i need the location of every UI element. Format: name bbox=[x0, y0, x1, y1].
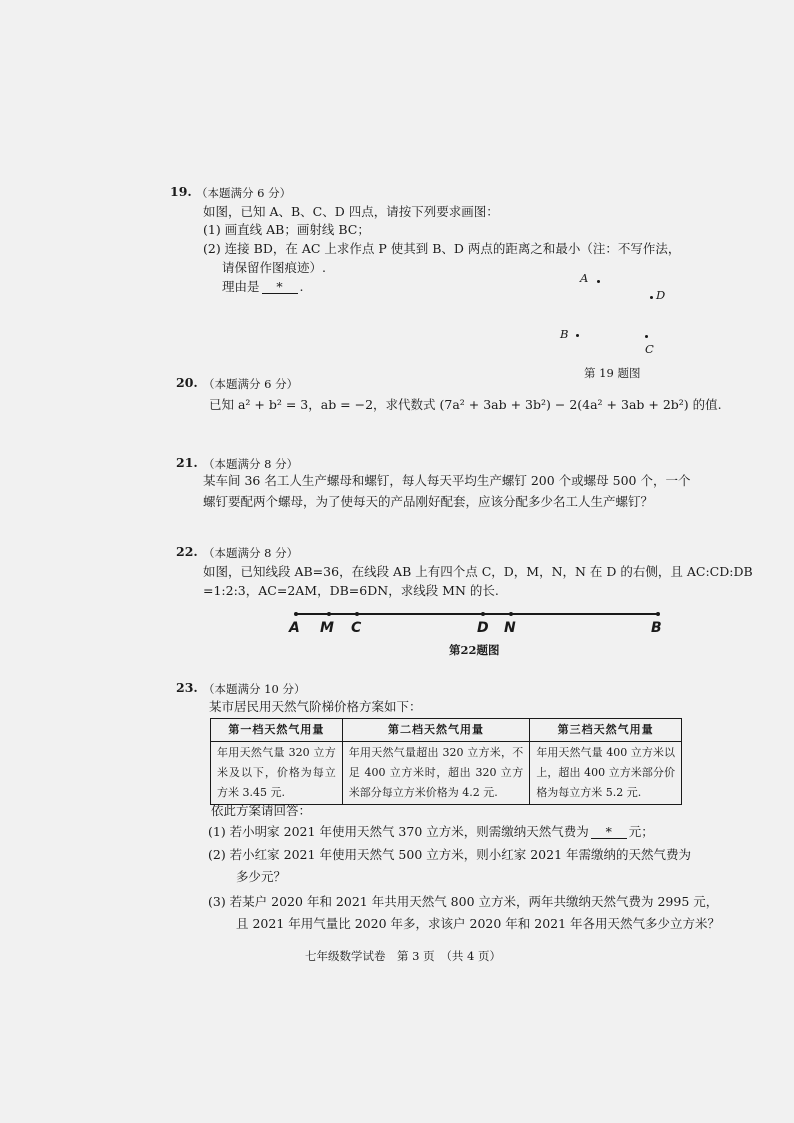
point-d bbox=[650, 296, 653, 299]
point-b-label: B bbox=[560, 327, 569, 341]
point-d bbox=[481, 612, 485, 616]
question-intro: 如图，已知 A、B、C、D 四点，请按下列要求画图： bbox=[203, 204, 499, 219]
point-b bbox=[656, 612, 660, 616]
question-part-2-line-1: (2) 连接 BD，在 AC 上求作点 P 使其到 B、D 两点的距离之和最小（注：不写作法， bbox=[203, 241, 681, 256]
figure-caption: 第 19 题图 bbox=[584, 366, 641, 380]
part-1-answer-blank[interactable]: * bbox=[591, 825, 627, 839]
point-d-label: D bbox=[477, 620, 489, 636]
question-number: 19. bbox=[170, 184, 192, 199]
page-footer: 七年级数学试卷 第 3 页 （共 4 页） bbox=[305, 949, 502, 963]
point-d-label: D bbox=[656, 288, 666, 302]
question-number: 23. bbox=[176, 680, 198, 695]
point-b bbox=[576, 334, 579, 337]
reason-answer-blank[interactable]: * bbox=[262, 280, 298, 294]
question-number: 21. bbox=[176, 455, 198, 470]
point-a bbox=[294, 612, 298, 616]
point-m-label: M bbox=[320, 620, 334, 636]
price-table bbox=[210, 718, 682, 805]
question-score: （本题满分 10 分） bbox=[203, 682, 306, 696]
table-header-cell: 第二档天然气用量 bbox=[342, 719, 530, 742]
question-part-2-line-1: (2) 若小红家 2021 年使用天然气 500 立方米，则小红家 2021 年需缴纳的天然气费为 bbox=[208, 847, 692, 862]
question-score: （本题满分 6 分） bbox=[196, 186, 292, 200]
point-c bbox=[355, 612, 359, 616]
point-a-label: A bbox=[580, 271, 589, 285]
figure-caption: 第22题图 bbox=[449, 643, 500, 657]
question-part-3-line-2: 且 2021 年用气量比 2020 年多，求该户 2020 年和 2021 年各用天然气多少立方米？ bbox=[236, 916, 721, 931]
point-c-label: C bbox=[351, 620, 362, 636]
point-m bbox=[327, 612, 331, 616]
point-n-label: N bbox=[504, 620, 516, 636]
part-1-text: (1) 若小明家 2021 年使用天然气 370 立方米，则需缴纳天然气费为 bbox=[208, 824, 589, 839]
question-score: （本题满分 8 分） bbox=[203, 457, 299, 471]
reason-label: 理由是 bbox=[222, 279, 260, 294]
question-number: 20. bbox=[176, 375, 198, 390]
question-text: 已知 a² + b² = 3，ab = −2，求代数式 (7a² + 3ab + 3b²) − 2(4a² + 3ab + 2b²) 的值. bbox=[209, 397, 722, 412]
table-header-row bbox=[211, 719, 682, 742]
table-cell: 年用天然气量 320 立方米及以下，价格为每立方米 3.45 元. bbox=[211, 742, 343, 805]
point-a bbox=[597, 280, 600, 283]
segment-ab bbox=[296, 613, 659, 615]
part-1-unit: 元； bbox=[628, 824, 654, 839]
question-part-2-line-2: 多少元？ bbox=[236, 869, 287, 884]
question-line-2: 螺钉要配两个螺母，为了使每天的产品刚好配套，应该分配多少名工人生产螺钉？ bbox=[203, 494, 654, 509]
question-line-1: 某车间 36 名工人生产螺母和螺钉，每人每天平均生产螺钉 200 个或螺母 500 个，一个 bbox=[203, 473, 691, 488]
table-header-cell: 第一档天然气用量 bbox=[211, 719, 343, 742]
question-part-2-line-2: 请保留作图痕迹）. bbox=[222, 260, 326, 275]
table-header-cell: 第三档天然气用量 bbox=[530, 719, 682, 742]
point-c-label: C bbox=[645, 342, 654, 356]
question-prompt: 依此方案请回答： bbox=[211, 803, 312, 818]
point-a-label: A bbox=[289, 620, 300, 636]
question-part-3-line-1: (3) 若某户 2020 年和 2021 年共用天然气 800 立方米，两年共缴纳天然气费为 2995 元， bbox=[208, 894, 719, 909]
question-part-1: (1) 画直线 AB；画射线 BC； bbox=[203, 222, 370, 237]
question-line-1: 如图，已知线段 AB=36，在线段 AB 上有四个点 C，D，M，N，N 在 D 的右侧，且 AC:CD:DB bbox=[203, 564, 753, 579]
question-number: 22. bbox=[176, 544, 198, 559]
question-score: （本题满分 8 分） bbox=[203, 546, 299, 560]
point-b-label: B bbox=[651, 620, 662, 636]
question-intro: 某市居民用天然气阶梯价格方案如下： bbox=[209, 699, 422, 714]
reason-line: 理由是 * . bbox=[222, 279, 304, 294]
table-cell: 年用天然气量 400 立方米以上，超出 400 立方米部分价格为每立方米 5.2 元. bbox=[530, 742, 682, 805]
table-row bbox=[211, 742, 682, 805]
table-cell: 年用天然气量超出 320 立方米，不足 400 立方米时，超出 320 立方米部分每立方米价格为 4.2 元. bbox=[342, 742, 530, 805]
point-n bbox=[509, 612, 513, 616]
question-score: （本题满分 6 分） bbox=[203, 377, 299, 391]
point-c bbox=[645, 335, 648, 338]
question-line-2: =1:2:3，AC=2AM，DB=6DN，求线段 MN 的长. bbox=[203, 583, 499, 598]
question-part-1 bbox=[208, 823, 654, 841]
